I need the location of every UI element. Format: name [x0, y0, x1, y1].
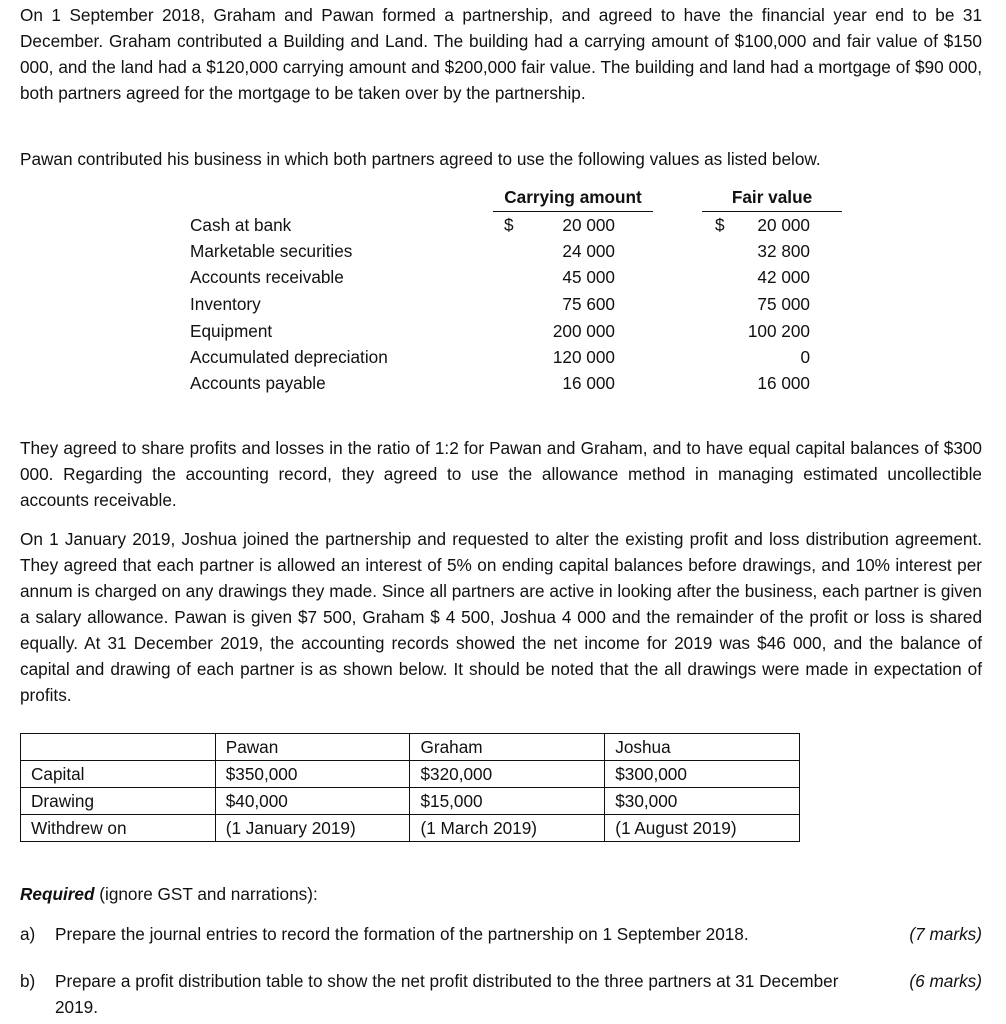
table-header-graham: Graham	[410, 734, 605, 761]
carrying-value: 16 000	[562, 373, 615, 393]
table-cell: $40,000	[215, 788, 410, 815]
contribution-paragraph: Pawan contributed his business in which both partners agreed to use the following values as listed below.	[20, 149, 821, 169]
intro-paragraph: On 1 September 2018, Graham and Pawan formed a partnership, and agreed to have the financial year end to be 31 December. Graham contributed a Building and Land. The building had a carrying amount of $100,000 and fair value of $150 000, and the land had a $120,000 carrying amount and $200,000 fair value. The building and land had a mortgage of $90 000, both partners agreed for the mortgage to be taken over by the partnership.	[20, 5, 982, 103]
required-note: (ignore GST and narrations):	[94, 884, 318, 904]
value-row	[190, 344, 830, 370]
table-cell: $30,000	[605, 788, 800, 815]
table-cell: $320,000	[410, 761, 605, 788]
value-row-label: Accumulated depreciation	[190, 347, 388, 367]
fair-value: 32 800	[757, 241, 810, 261]
value-row	[190, 291, 830, 317]
table-row	[21, 788, 800, 815]
value-row-label: Inventory	[190, 294, 261, 314]
question-text: Prepare a profit distribution table to show the net profit distributed to the three partners at 31 December 2019.	[55, 971, 839, 1017]
carrying-value: 24 000	[562, 241, 615, 261]
required-heading	[20, 881, 318, 907]
value-row	[190, 238, 830, 264]
value-row-label: Marketable securities	[190, 241, 353, 261]
currency-symbol: $	[504, 215, 514, 235]
carrying-value: 45 000	[562, 267, 615, 287]
fair-value: 100 200	[747, 321, 810, 341]
value-row-label: Equipment	[190, 321, 273, 341]
table-cell: (1 January 2019)	[215, 815, 410, 842]
table-cell: $350,000	[215, 761, 410, 788]
required-label: Required	[20, 884, 95, 904]
joshua-admission-paragraph: On 1 January 2019, Joshua joined the partnership and requested to alter the existing profit and loss distribution agreement. They agreed that each partner is allowed an interest of 5% on ending capital balances before drawings, and 10% interest per annum is charged on any drawings they made. Since all partners are active in looking after the business, each partner is given a salary allowance. Pawan is given $7 500, Graham $ 4 500, Joshua 4 000 and the remainder of the profit or loss is shared equally. At 31 December 2019, the accounting records showed the net income for 2019 was $46 000, and the balance of capital and drawing of each partner is as shown below. It should be noted that the all drawings were made in expectation of profits.	[20, 529, 982, 705]
fair-value: 16 000	[757, 373, 810, 393]
table-cell	[21, 734, 216, 761]
table-header-pawan: Pawan	[215, 734, 410, 761]
table-cell: Capital	[21, 761, 216, 788]
question-marks: (6 marks)	[909, 971, 982, 991]
carrying-value: 120 000	[552, 347, 615, 367]
table-cell: Drawing	[21, 788, 216, 815]
table-row	[21, 815, 800, 842]
carrying-value: 20 000	[562, 215, 615, 235]
value-row	[190, 212, 830, 238]
capital-drawings-table	[20, 733, 800, 842]
carrying-value: 200 000	[552, 321, 615, 341]
value-row-label: Accounts payable	[190, 373, 326, 393]
carrying-value: 75 600	[562, 294, 615, 314]
table-header-row	[21, 734, 800, 761]
value-row-label: Accounts receivable	[190, 267, 344, 287]
carrying-amount-header: Carrying amount	[493, 184, 653, 212]
question-letter: b)	[20, 971, 36, 991]
table-cell: Withdrew on	[21, 815, 216, 842]
question-text: Prepare the journal entries to record the formation of the partnership on 1 September 2018.	[55, 924, 749, 944]
profit-sharing-paragraph: They agreed to share profits and losses in the ratio of 1:2 for Pawan and Graham, and to have equal capital balances of $300 000. Regarding the accounting record, they agreed to use the allowance method in managing estimated uncollectible accounts receivable.	[20, 438, 982, 510]
table-cell: (1 March 2019)	[410, 815, 605, 842]
fair-value: 42 000	[757, 267, 810, 287]
table-cell: (1 August 2019)	[605, 815, 800, 842]
table-cell: $300,000	[605, 761, 800, 788]
table-row	[21, 761, 800, 788]
currency-symbol: $	[715, 215, 725, 235]
fair-value: 0	[800, 347, 810, 367]
question-letter: a)	[20, 924, 36, 944]
value-row	[190, 318, 830, 344]
value-row-label: Cash at bank	[190, 215, 292, 235]
table-cell: $15,000	[410, 788, 605, 815]
fair-value-header: Fair value	[702, 184, 842, 212]
fair-value: 20 000	[757, 215, 810, 235]
question-marks: (7 marks)	[909, 924, 982, 944]
value-row	[190, 370, 830, 396]
value-row	[190, 264, 830, 290]
table-header-joshua: Joshua	[605, 734, 800, 761]
fair-value: 75 000	[757, 294, 810, 314]
